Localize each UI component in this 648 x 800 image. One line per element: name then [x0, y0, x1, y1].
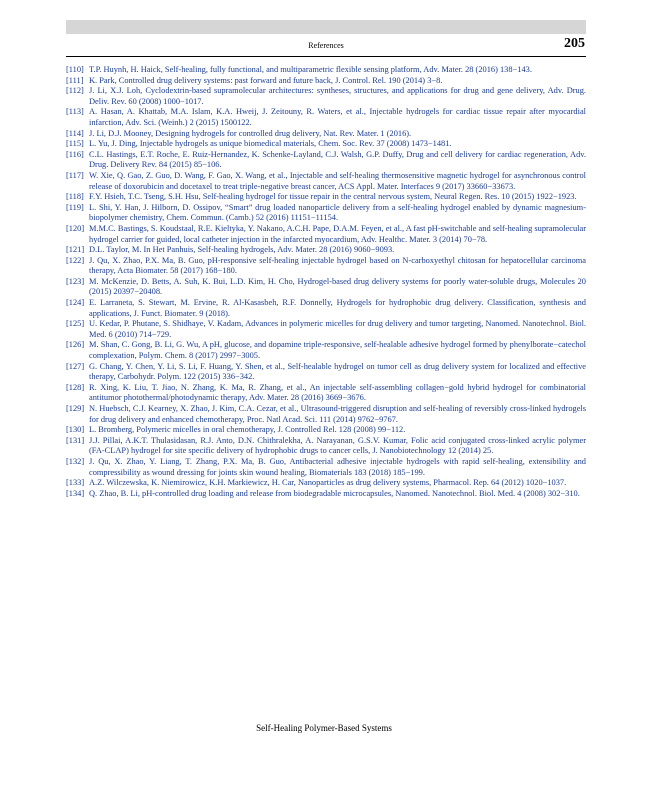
reference-number: [122]: [66, 255, 85, 265]
reference-number: [115]: [66, 139, 84, 149]
reference-entry[interactable]: [66, 86, 586, 107]
running-header: [66, 36, 586, 54]
reference-entry[interactable]: [66, 107, 586, 128]
reference-text: T.P. Huynh, H. Haick, Self-healing, fully functional, and multiparametric flexible sensing platform, Adv. Mater. 28 (2016) 138−143.: [89, 65, 532, 74]
reference-text: E. Larraneta, S. Stewart, M. Ervine, R. Al-Kasasbeh, R.F. Donnelly, Hydrogels for hydrophobic drug delivery. Classification, synthesis and applications, J. Funct. Biomater. 9 (2018).: [89, 298, 586, 318]
reference-entry[interactable]: [66, 192, 586, 203]
reference-entry[interactable]: [66, 340, 586, 361]
reference-entry[interactable]: [66, 383, 586, 404]
reference-entry[interactable]: [66, 362, 586, 383]
reference-entry[interactable]: [66, 436, 586, 457]
reference-entry[interactable]: [66, 245, 586, 256]
reference-text: Q. Zhao, B. Li, pH-controlled drug loading and release from biodegradable microcapsules, Nanomed. Nanotechnol. Biol. Med. 4 (2008) 302−310.: [89, 488, 580, 498]
reference-text: J. Qu, X. Zhao, P.X. Ma, B. Guo, pH-responsive self-healing injectable hydrogel based on N-carboxyethyl chitosan for hepatocellular carcinoma therapy, Acta Biomater. 58 (2017) 168−180.: [89, 255, 586, 276]
reference-number: [128]: [66, 382, 85, 392]
reference-number: [117]: [66, 170, 84, 180]
reference-number: [131]: [66, 435, 85, 445]
reference-number: [110]: [66, 65, 84, 74]
reference-number: [130]: [66, 425, 85, 435]
reference-number: [112]: [66, 86, 84, 96]
reference-entry[interactable]: [66, 171, 586, 192]
page-number: 205: [564, 36, 585, 51]
reference-entry[interactable]: [66, 425, 586, 436]
reference-entry[interactable]: [66, 478, 586, 489]
reference-number: [118]: [66, 192, 84, 202]
reference-number: [123]: [66, 276, 85, 286]
reference-text: K. Park, Controlled drug delivery systems: past forward and future back, J. Control. Rel. 190 (2014) 3−8.: [89, 75, 443, 85]
reference-text: D.L. Taylor, M. In Het Panhuis, Self-healing hydrogels, Adv. Mater. 28 (2016) 9060−9093.: [89, 245, 395, 255]
reference-entry[interactable]: [66, 298, 586, 319]
reference-text: L. Shi, Y. Han, J. Hilborn, D. Ossipov, “Smart” drug loaded nanoparticle delivery from a self-healing hydrogel enabled by dynamic magnesium-biopolymer chemistry, Chem. Commun. (Camb.) 52 (2016) 11151−11154.: [89, 202, 586, 223]
reference-text: M.M.C. Bastings, S. Koudstaal, R.E. Kieltyka, Y. Nakano, A.C.H. Pape, D.A.M. Feyen, et al., A fast pH-switchable and self-healing supramolecular hydrogel carrier for guided, local catheter injection in the infarcted myocardium, Adv. Healthc. Mater. 3 (2014) 70−78.: [89, 223, 586, 244]
reference-number: [120]: [66, 223, 85, 233]
reference-number: [111]: [66, 75, 84, 85]
reference-text: F.Y. Hsieh, T.C. Tseng, S.H. Hsu, Self-healing hydrogel for tissue repair in the central nervous system, Neural Regen. Res. 10 (2015) 1922−1923.: [89, 192, 577, 202]
running-header-title: References: [308, 41, 344, 50]
reference-number: [132]: [66, 456, 85, 466]
header-rule: [66, 56, 586, 57]
reference-text: R. Xing, K. Liu, T. Jiao, N. Zhang, K. Ma, R. Zhang, et al., An injectable self-assembling collagen−gold hybrid hydrogel for combinatorial antitumor photothermal/photodynamic therapy, Adv. Mater. 28 (2016) 3669−3676.: [89, 382, 586, 403]
reference-entry[interactable]: [66, 277, 586, 298]
reference-number: [126]: [66, 340, 85, 350]
header-bar: [66, 20, 586, 34]
reference-number: [125]: [66, 319, 85, 329]
reference-entry[interactable]: [66, 65, 586, 76]
reference-list: [66, 65, 586, 499]
reference-number: [129]: [66, 404, 85, 413]
reference-entry[interactable]: [66, 150, 586, 171]
reference-entry[interactable]: [66, 457, 586, 478]
reference-number: [134]: [66, 488, 85, 498]
reference-text: J. Li, D.J. Mooney, Designing hydrogels for controlled drug delivery, Nat. Rev. Mater. 1 (2016).: [89, 128, 412, 138]
reference-number: [127]: [66, 361, 85, 371]
reference-text: L. Yu, J. Ding, Injectable hydrogels as unique biomedical materials, Chem. Soc. Rev. 37 (2008) 1473−1481.: [89, 139, 452, 149]
reference-entry[interactable]: [66, 489, 586, 500]
reference-text: A. Hasan, A. Khattab, M.A. Islam, K.A. Hweij, J. Zeitouny, R. Waters, et al., Injectable hydrogels for cardiac tissue repair after myocardial infarction, Adv. Sci. (Weinh.) 2 (2015) 1500122.: [89, 107, 586, 127]
reference-text: C.L. Hastings, E.T. Roche, E. Ruiz-Hernandez, K. Schenke-Layland, C.J. Walsh, G.P. Duffy, Drug and cell delivery for cardiac regeneration, Adv. Drug. Delivery Rev. 84 (2015) 85−106.: [89, 149, 586, 170]
reference-entry[interactable]: [66, 76, 586, 87]
reference-text: U. Kedar, P. Phutane, S. Shidhaye, V. Kadam, Advances in polymeric micelles for drug delivery and tumor targeting, Nanomed. Nanotechnol. Biol. Med. 6 (2010) 714−729.: [89, 319, 586, 339]
reference-text: M. Shan, C. Gong, B. Li, G. Wu, A pH, glucose, and dopamine triple-responsive, self-healable adhesive hydrogel formed by phenylborate−catechol complexation, Polym. Chem. 8 (2017) 2997−3005.: [89, 340, 586, 361]
reference-text: L. Bromberg, Polymeric micelles in oral chemotherapy, J. Controlled Rel. 128 (2008) 99−112.: [89, 425, 406, 435]
reference-text: N. Huebsch, C.J. Kearney, X. Zhao, J. Kim, C.A. Cezar, et al., Ultrasound-triggered disruption and self-healing of reversibly cross-linked hydrogels for drug delivery and enhanced chemotherapy, Proc. Natl Acad. Sci. 111 (2014) 9762−9767.: [89, 404, 586, 424]
reference-text: W. Xie, Q. Gao, Z. Guo, D. Wang, F. Gao, X. Wang, et al., Injectable and self-healing thermosensitive magnetic hydrogel for asynchronous control release of doxorubicin and docetaxel to treat triple-negative breast cancer, ACS Appl. Mater. Interfaces 9 (2017) 33660−33673.: [89, 170, 586, 191]
reference-number: [124]: [66, 298, 85, 308]
reference-text: J. Li, X.J. Loh, Cyclodextrin-based supramolecular architectures: syntheses, structures, and applications for drug and gene delivery, Adv. Drug. Deliv. Rev. 60 (2008) 1000−1017.: [89, 86, 586, 106]
reference-entry[interactable]: [66, 203, 586, 224]
reference-text: A.Z. Wilczewska, K. Niemirowicz, K.H. Markiewicz, H. Car, Nanoparticles as drug delivery systems, Pharmacol. Rep. 64 (2012) 1020−1037.: [89, 478, 567, 488]
reference-entry[interactable]: [66, 129, 586, 140]
book-title-footer: Self-Healing Polymer-Based Systems: [256, 723, 392, 733]
reference-text: J. Qu, X. Zhao, Y. Liang, T. Zhang, P.X. Ma, B. Guo, Antibacterial adhesive injectable hydrogels with rapid self-healing, extensibility and compressibility as wound dressing for joints skin wound healing, Biomaterials 183 (2018) 185−199.: [89, 456, 586, 477]
reference-text: G. Chang, Y. Chen, Y. Li, S. Li, F. Huang, Y. Shen, et al., Self-healable hydrogel on tumor cell as drug delivery system for localized and effective therapy, Carbohydr. Polym. 122 (2015) 336−342.: [89, 361, 586, 382]
reference-number: [116]: [66, 149, 84, 159]
reference-entry[interactable]: [66, 404, 586, 425]
reference-entry[interactable]: [66, 256, 586, 277]
reference-entry[interactable]: [66, 139, 586, 150]
reference-entry[interactable]: [66, 319, 586, 340]
reference-number: [119]: [66, 202, 84, 212]
reference-number: [114]: [66, 128, 84, 138]
reference-number: [133]: [66, 478, 85, 488]
reference-entry[interactable]: [66, 224, 586, 245]
reference-number: [113]: [66, 107, 84, 117]
reference-text: J.J. Pillai, A.K.T. Thulasidasan, R.J. Anto, D.N. Chithralekha, A. Narayanan, G.S.V. Kumar, Folic acid conjugated cross-linked acrylic polymer (FA-CLAP) hydrogel for site specific delivery of hydrophobic drugs to cancer cells, J. Nanobiotechnology 12 (2014) 25.: [89, 435, 586, 456]
reference-text: M. McKenzie, D. Betts, A. Suh, K. Bui, L.D. Kim, H. Cho, Hydrogel-based drug delivery systems for poorly water-soluble drugs, Molecules 20 (2015) 20397−20408.: [89, 276, 586, 297]
reference-number: [121]: [66, 245, 85, 255]
